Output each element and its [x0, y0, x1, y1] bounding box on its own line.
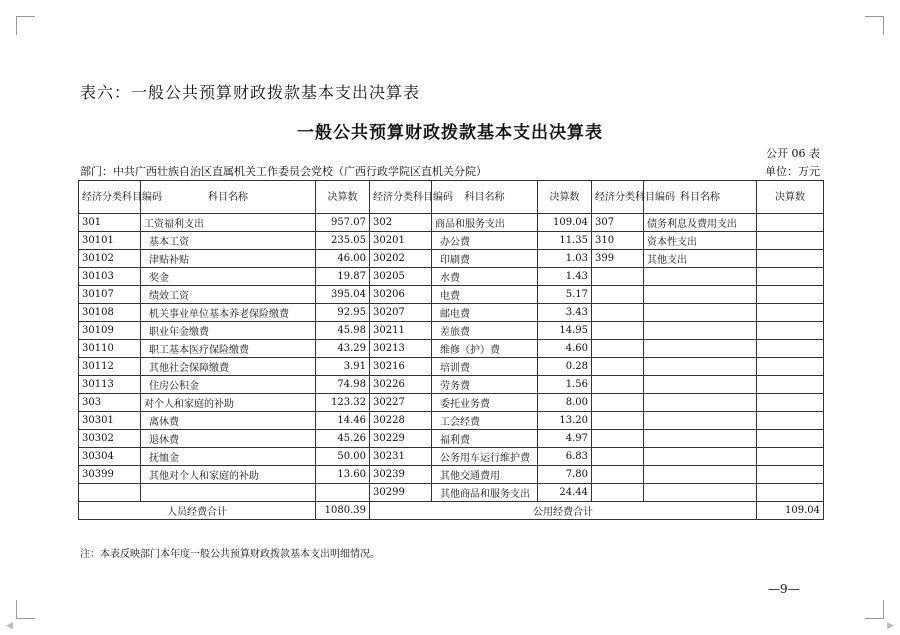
item-code: 30239	[370, 466, 432, 484]
item-name: 其他对个人和家庭的补助	[141, 466, 316, 484]
item-code	[592, 394, 644, 412]
item-amount: 109.04	[538, 214, 592, 232]
item-amount: 46.00	[316, 250, 370, 268]
item-amount	[757, 250, 824, 268]
item-code: 30102	[79, 250, 141, 268]
item-name	[141, 484, 316, 502]
item-code	[592, 322, 644, 340]
item-amount	[757, 358, 824, 376]
item-name	[644, 466, 757, 484]
item-name: 奖金	[141, 268, 316, 286]
item-name: 住房公积金	[141, 376, 316, 394]
header-amount: 决算数	[316, 181, 370, 214]
header-amount: 决算数	[757, 181, 824, 214]
item-name	[644, 286, 757, 304]
item-code: 30112	[79, 358, 141, 376]
item-name: 其他交通费用	[432, 466, 538, 484]
item-name: 福利费	[432, 430, 538, 448]
item-name: 其他支出	[644, 250, 757, 268]
item-name: 其他社会保障缴费	[141, 358, 316, 376]
item-code: 303	[79, 394, 141, 412]
item-name: 机关事业单位基本养老保险缴费	[141, 304, 316, 322]
table-row	[79, 268, 824, 286]
table-row	[79, 412, 824, 430]
table-row	[79, 232, 824, 250]
form-number: 公开 06 表	[766, 147, 820, 160]
item-amount	[757, 430, 824, 448]
item-name	[644, 304, 757, 322]
header-name: 科目名称	[141, 181, 316, 214]
item-amount: 11.35	[538, 232, 592, 250]
table-row	[79, 448, 824, 466]
item-name	[644, 358, 757, 376]
item-amount: 1.03	[538, 250, 592, 268]
item-amount	[757, 286, 824, 304]
item-name	[644, 322, 757, 340]
item-amount: 4.60	[538, 340, 592, 358]
footnote: 注：本表反映部门本年度一般公共预算财政拨款基本支出明细情况。	[80, 549, 380, 560]
header-code: 经济分类科目编码	[592, 181, 644, 214]
item-code: 30229	[370, 430, 432, 448]
table-row	[79, 340, 824, 358]
item-name: 培训费	[432, 358, 538, 376]
item-code	[592, 358, 644, 376]
header-code: 经济分类科目编码	[79, 181, 141, 214]
item-name: 基本工资	[141, 232, 316, 250]
section-heading: 表六：一般公共预算财政拨款基本支出决算表	[80, 83, 421, 102]
item-amount	[757, 304, 824, 322]
item-name: 委托业务费	[432, 394, 538, 412]
item-name: 电费	[432, 286, 538, 304]
item-name: 邮电费	[432, 304, 538, 322]
item-name	[644, 376, 757, 394]
table-row	[79, 466, 824, 484]
item-amount: 14.95	[538, 322, 592, 340]
table-row	[79, 484, 824, 502]
header-code: 经济分类科目编码	[370, 181, 432, 214]
item-code: 30107	[79, 286, 141, 304]
page-prev-arrow-icon[interactable]: ◀	[6, 621, 13, 631]
item-amount	[757, 484, 824, 502]
item-name	[644, 484, 757, 502]
item-amount: 19.87	[316, 268, 370, 286]
item-code: 30206	[370, 286, 432, 304]
item-name: 公务用车运行维护费	[432, 448, 538, 466]
item-amount: 50.00	[316, 448, 370, 466]
item-name	[644, 268, 757, 286]
item-amount: 3.43	[538, 304, 592, 322]
table-row	[79, 358, 824, 376]
item-amount	[757, 214, 824, 232]
page-number: —9—	[768, 582, 800, 596]
item-code: 30226	[370, 376, 432, 394]
item-code	[592, 412, 644, 430]
item-amount: 45.26	[316, 430, 370, 448]
item-name: 离休费	[141, 412, 316, 430]
totals-row	[79, 502, 824, 520]
item-code: 30302	[79, 430, 141, 448]
item-name: 维修（护）费	[432, 340, 538, 358]
item-amount: 4.97	[538, 430, 592, 448]
item-amount: 1.56	[538, 376, 592, 394]
public-total-label: 公用经费合计	[370, 502, 757, 520]
unit-label: 单位：万元	[765, 165, 820, 178]
item-code: 30211	[370, 322, 432, 340]
header-name: 科目名称	[644, 181, 757, 214]
item-amount	[316, 484, 370, 502]
table-row	[79, 304, 824, 322]
item-code	[592, 448, 644, 466]
item-name: 退休费	[141, 430, 316, 448]
item-name: 差旅费	[432, 322, 538, 340]
item-name: 津贴补贴	[141, 250, 316, 268]
item-amount: 3.91	[316, 358, 370, 376]
item-name	[644, 340, 757, 358]
item-amount	[757, 340, 824, 358]
item-code: 30110	[79, 340, 141, 358]
item-amount: 6.83	[538, 448, 592, 466]
item-name: 职工基本医疗保险缴费	[141, 340, 316, 358]
item-amount	[757, 232, 824, 250]
item-name: 办公费	[432, 232, 538, 250]
item-code: 302	[370, 214, 432, 232]
item-name: 商品和服务支出	[432, 214, 538, 232]
item-amount: 14.46	[316, 412, 370, 430]
item-code	[79, 484, 141, 502]
table-row	[79, 286, 824, 304]
corner-mark-top-right	[865, 16, 884, 35]
item-code: 30231	[370, 448, 432, 466]
item-amount: 74.98	[316, 376, 370, 394]
item-code: 30108	[79, 304, 141, 322]
item-amount: 45.98	[316, 322, 370, 340]
item-amount	[757, 448, 824, 466]
item-code	[592, 484, 644, 502]
item-code	[592, 340, 644, 358]
item-amount	[757, 394, 824, 412]
item-amount: 395.04	[316, 286, 370, 304]
corner-mark-bottom-left	[16, 600, 35, 619]
item-code: 30213	[370, 340, 432, 358]
item-code: 30399	[79, 466, 141, 484]
header-amount: 决算数	[538, 181, 592, 214]
item-code: 30299	[370, 484, 432, 502]
item-code: 30109	[79, 322, 141, 340]
item-code	[592, 466, 644, 484]
table-row	[79, 322, 824, 340]
item-code: 30101	[79, 232, 141, 250]
item-code: 30216	[370, 358, 432, 376]
item-name	[644, 430, 757, 448]
item-name: 劳务费	[432, 376, 538, 394]
item-amount: 1.43	[538, 268, 592, 286]
item-code: 30304	[79, 448, 141, 466]
header-name: 科目名称	[432, 181, 538, 214]
item-amount: 0.28	[538, 358, 592, 376]
table-header-row	[79, 181, 824, 214]
item-name: 绩效工资	[141, 286, 316, 304]
item-amount: 13.20	[538, 412, 592, 430]
item-code: 30103	[79, 268, 141, 286]
item-amount	[757, 322, 824, 340]
item-code: 30207	[370, 304, 432, 322]
item-code: 310	[592, 232, 644, 250]
item-code	[592, 286, 644, 304]
item-amount	[757, 376, 824, 394]
item-name: 印刷费	[432, 250, 538, 268]
item-code	[592, 268, 644, 286]
table-row	[79, 376, 824, 394]
item-name: 债务利息及费用支出	[644, 214, 757, 232]
item-amount: 957.07	[316, 214, 370, 232]
corner-mark-top-left	[16, 16, 35, 35]
public-total-amount: 109.04	[757, 502, 824, 520]
item-name	[644, 394, 757, 412]
item-code: 30301	[79, 412, 141, 430]
item-code: 30202	[370, 250, 432, 268]
item-name: 职业年金缴费	[141, 322, 316, 340]
item-name: 工会经费	[432, 412, 538, 430]
item-amount	[757, 466, 824, 484]
item-amount	[757, 268, 824, 286]
item-code	[592, 376, 644, 394]
table-row	[79, 214, 824, 232]
item-amount: 7.80	[538, 466, 592, 484]
item-amount: 13.60	[316, 466, 370, 484]
item-code: 30113	[79, 376, 141, 394]
personnel-total-label: 人员经费合计	[79, 502, 316, 520]
corner-mark-bottom-right	[865, 600, 884, 619]
personnel-total-amount: 1080.39	[316, 502, 370, 520]
item-code: 399	[592, 250, 644, 268]
item-name	[644, 448, 757, 466]
department-label: 部门：中共广西壮族自治区直属机关工作委员会党校（广西行政学院区直机关分院）	[80, 165, 487, 178]
table-row	[79, 430, 824, 448]
item-code: 30201	[370, 232, 432, 250]
item-code: 30205	[370, 268, 432, 286]
item-name: 其他商品和服务支出	[432, 484, 538, 502]
item-name: 对个人和家庭的补助	[141, 394, 316, 412]
item-amount: 8.00	[538, 394, 592, 412]
item-code: 301	[79, 214, 141, 232]
item-name: 工资福利支出	[141, 214, 316, 232]
item-name	[644, 412, 757, 430]
item-code: 30227	[370, 394, 432, 412]
item-code	[592, 304, 644, 322]
expenditure-table	[78, 180, 824, 520]
item-code: 30228	[370, 412, 432, 430]
item-amount: 123.32	[316, 394, 370, 412]
table-row	[79, 250, 824, 268]
item-amount	[757, 412, 824, 430]
item-code	[592, 430, 644, 448]
table-title: 一般公共预算财政拨款基本支出决算表	[297, 123, 603, 143]
item-code: 307	[592, 214, 644, 232]
item-name: 资本性支出	[644, 232, 757, 250]
item-name: 抚恤金	[141, 448, 316, 466]
item-amount: 92.95	[316, 304, 370, 322]
item-amount: 5.17	[538, 286, 592, 304]
item-amount: 235.05	[316, 232, 370, 250]
item-amount: 24.44	[538, 484, 592, 502]
item-amount: 43.29	[316, 340, 370, 358]
page-next-arrow-icon[interactable]: ▶	[887, 621, 894, 631]
table-row	[79, 394, 824, 412]
item-name: 水费	[432, 268, 538, 286]
